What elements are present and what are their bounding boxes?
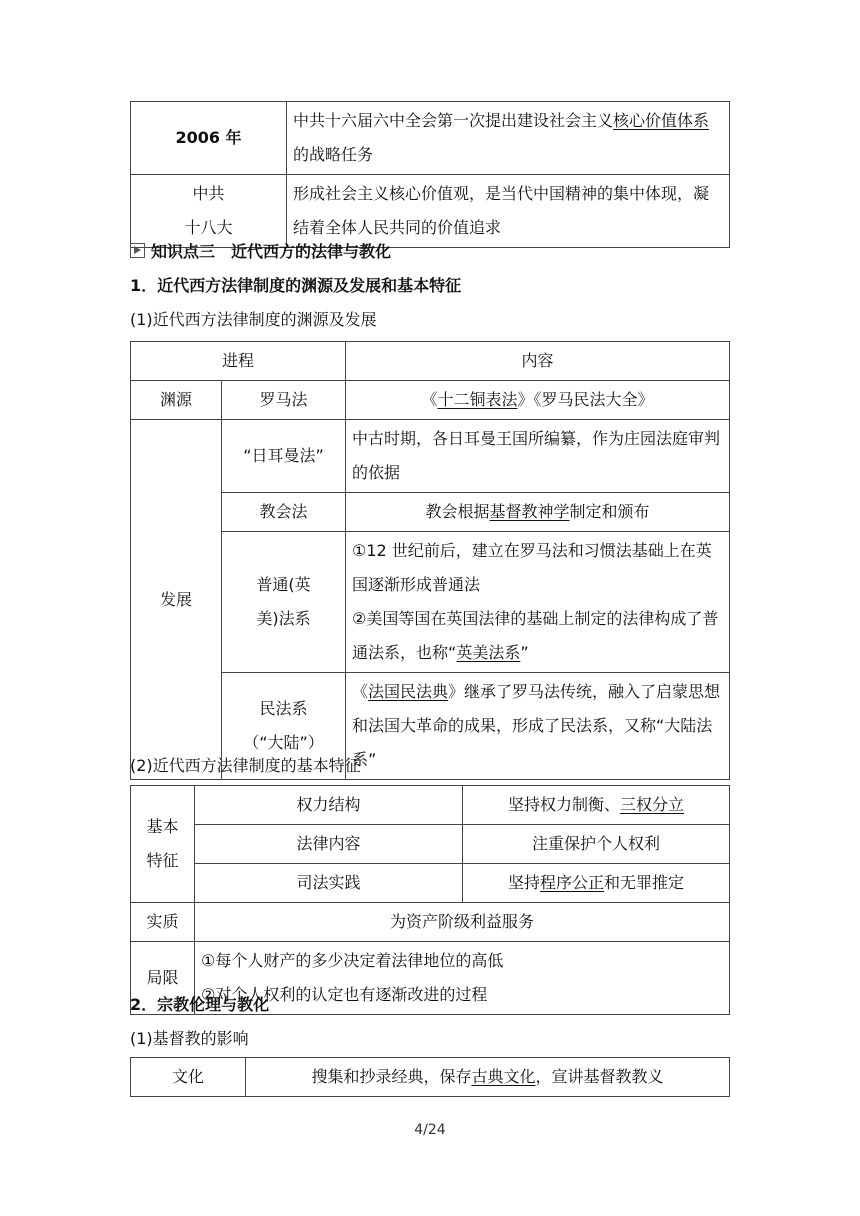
common-law-label [222,532,346,673]
culture-label: 文化 [131,1058,246,1097]
content-item: ②对个人权利的认定也有逐渐改进的过程 [201,985,488,1004]
church-law-label: 教会法 [222,493,346,532]
content-cell [246,1058,730,1097]
essence-value: 为资产阶级利益服务 [195,903,730,942]
text-run: 的战略任务 [293,145,374,164]
limitation-label: 局限 [131,942,195,1015]
page-number: 4/24 [414,1122,446,1138]
header-process: 进程 [131,342,346,381]
underlined-term: 法国民法典 [368,682,449,701]
law-development-table [130,341,730,780]
content-item: ①每个人财产的多少决定着法律地位的高低 [201,951,504,970]
content-cell [346,532,730,673]
time-line: 中共 [192,184,225,203]
underlined-term: 基督教神学 [489,502,570,521]
source-label: 渊源 [131,381,222,420]
label-line: 基本 [146,817,179,836]
limitation-value [195,942,730,1015]
feature-value [463,864,730,903]
text-run: ，宣讲基督教教义 [535,1067,664,1086]
text-run: ” [520,643,529,662]
text-run: 《 [421,390,438,409]
feature-value [463,786,730,825]
table-row [131,825,730,864]
law-features-table [130,785,730,1015]
heading-2: 2．宗教伦理与教化 [130,995,270,1014]
feature-value [463,825,730,864]
essence-label: 实质 [131,903,195,942]
germanic-law-label: “日耳曼法” [222,420,346,493]
text-run: 》继承了罗马法传统，融入了启蒙思想和法国大革命的成果，形成了民法系，又称“大陆法系” [352,682,721,769]
text-run: 制定和颁布 [569,502,650,521]
subheading: (1)近代西方法律制度的渊源及发展 [130,310,377,329]
text-run: 和无罪推定 [604,873,685,892]
label-line: 特征 [146,851,179,870]
subheading: (1)基督教的影响 [130,1029,249,1048]
label-line: 美)法系 [256,609,311,628]
content-item: ①12 世纪前后，建立在罗马法和习惯法基础上在英国逐渐形成普通法 [352,541,712,594]
label-line: 普通(英 [256,575,311,594]
underlined-term: 核心价值体系 [613,111,710,130]
table-row [131,381,730,420]
section-title: 知识点三 近代西方的法律与教化 [151,242,392,261]
underlined-term: 古典文化 [471,1067,536,1086]
underlined-term: 程序公正 [539,873,604,892]
development-label: 发展 [131,420,222,780]
text-run: 坚持权力制衡、 [507,795,620,814]
triangle-bullet-icon [130,243,145,258]
table-row [131,420,730,493]
text-run: ②美国等国在英国法律的基础上制定的法律构成了普通法系，也称“ [352,609,719,662]
label-line: （“大陆”） [243,733,324,752]
content-item [352,602,723,670]
text-run: 《 [352,682,369,701]
content-cell [346,381,730,420]
table-header-row [131,342,730,381]
time-line: 十八大 [184,218,233,237]
underlined-term: 英美法系 [456,643,521,662]
text-run: 注重保护个人权利 [531,834,660,853]
feature-name: 权力结构 [195,786,463,825]
heading-1: 1．近代西方法律制度的渊源及发展和基本特征 [130,276,462,295]
subheading: (2)近代西方法律制度的基本特征 [130,756,361,775]
christianity-table [130,1057,730,1097]
content-cell: 形成社会主义核心价值观，是当代中国精神的集中体现，凝结着全体人民共同的价值追求 [287,175,730,248]
roman-law-label: 罗马法 [222,381,346,420]
time-cell: 2006 年 [131,102,287,175]
table-row [131,864,730,903]
text-run: 中共十六届六中全会第一次提出建设社会主义 [293,111,614,130]
feature-name: 法律内容 [195,825,463,864]
content-cell [287,102,730,175]
feature-name: 司法实践 [195,864,463,903]
table-row [131,1058,730,1097]
content-cell [346,673,730,780]
table-row [131,903,730,942]
section-heading [130,235,391,269]
header-content: 内容 [346,342,730,381]
table-row [131,786,730,825]
text-run: 教会根据 [425,502,490,521]
basic-features-label [131,786,195,903]
underlined-term: 十二铜表法 [437,390,518,409]
text-run: 》《罗马民法大全》 [517,390,654,409]
underlined-term: 三权分立 [620,795,685,814]
table-row [131,102,730,175]
content-cell [346,493,730,532]
text-run: 搜集和抄录经典，保存 [311,1067,472,1086]
content-cell: 中古时期，各日耳曼王国所编纂，作为庄园法庭审判的依据 [346,420,730,493]
text-run: 坚持 [507,873,540,892]
label-line: 民法系 [259,699,308,718]
timeline-table [130,101,730,248]
